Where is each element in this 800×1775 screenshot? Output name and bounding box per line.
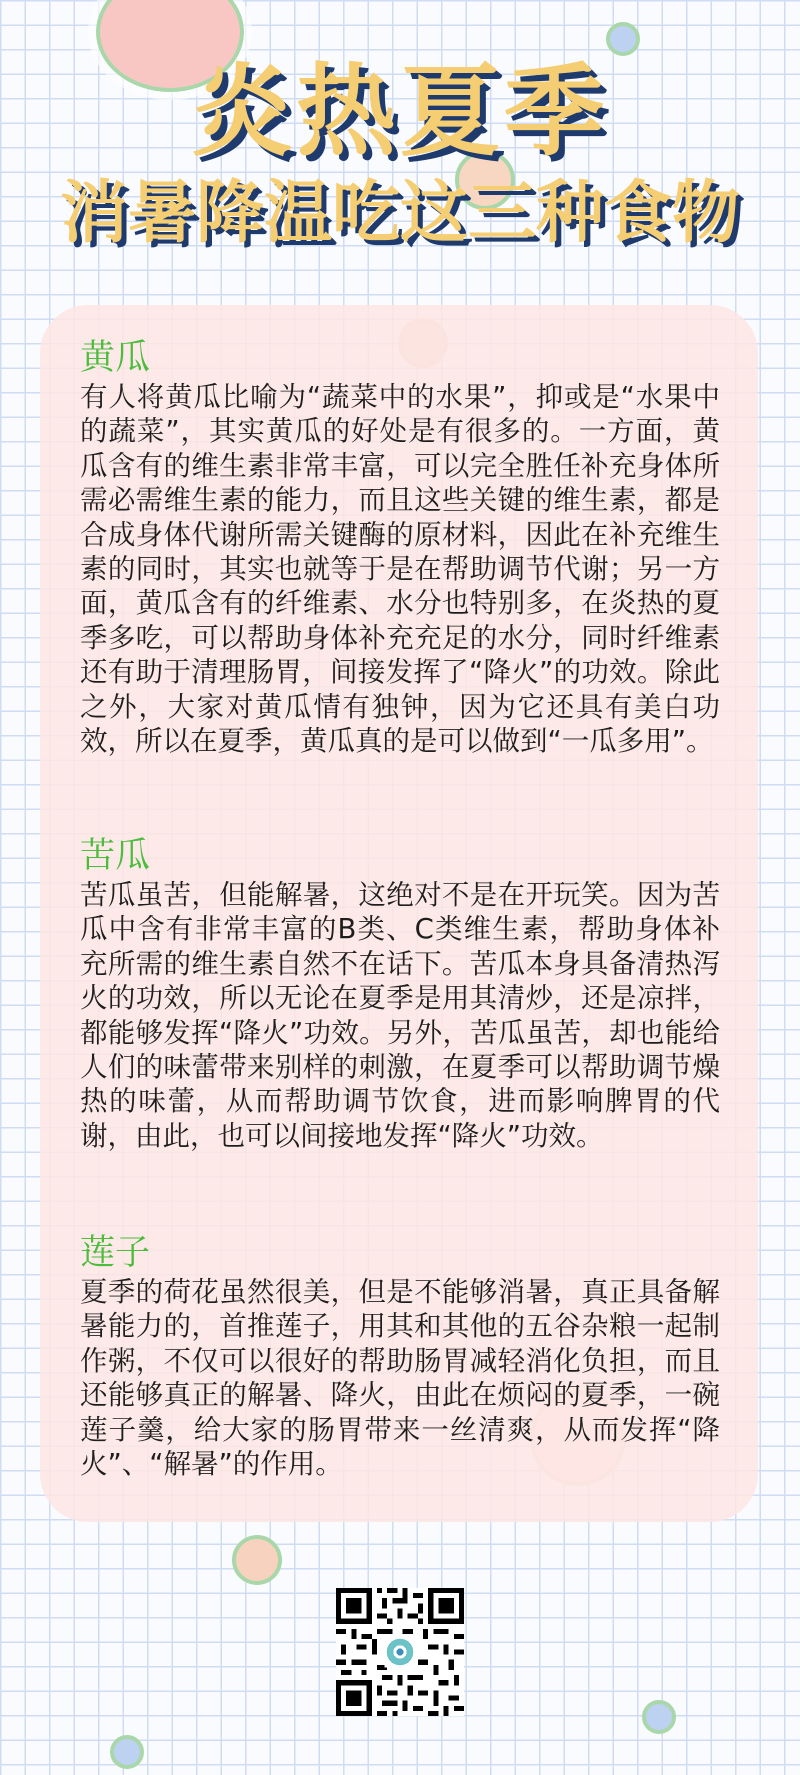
subtitle: 消暑降温吃这三种食物 bbox=[59, 174, 740, 253]
section-lotus-seed bbox=[80, 1231, 720, 1481]
section-body: 苦瓜虽苦，但能解暑，这绝对不是在开玩笑。因为苦瓜中含有非常丰富的B类、C类维生素，帮助身体补充所需的维生素自然不在话下。苦瓜本身具备清热泻火的功效，所以无论在夏季是用其清炒，还是凉拌，都能够发挥“降火”功效。另外，苦瓜虽苦，却也能给人们的味蕾带来别样的刺激，在夏季可以帮助调节燥热的味蕾，从而帮助调节饮食，进而影响脾胃的代谢，由此，也可以间接地发挥“降火”功效。 bbox=[80, 879, 720, 1152]
section-heading: 莲子 bbox=[80, 1233, 151, 1273]
decor-circle-blue-bottom-left bbox=[110, 1735, 144, 1769]
main-title: 炎热夏季 bbox=[192, 53, 608, 170]
section-bitter-melon bbox=[80, 834, 720, 1153]
decor-circle-blue-top bbox=[606, 22, 640, 56]
qr-code-icon bbox=[336, 1588, 464, 1716]
decor-circle-blue-bottom-right bbox=[642, 1700, 676, 1734]
section-heading: 苦瓜 bbox=[80, 836, 151, 876]
section-body: 有人将黄瓜比喻为“蔬菜中的水果”，抑或是“水果中的蔬菜”，其实黄瓜的好处是有很多的。一方面，黄瓜含有的维生素非常丰富，可以完全胜任补充身体所需必需维生素的能力，而且这些关键的维生素，都是合成身体代谢所需关键酶的原材料，因此在补充维生素的同时，其实也就等于是在帮助调节代谢；另一方面，黄瓜含有的纤维素、水分也特别多，在炎热的夏季多吃，可以帮助身体补充充足的水分，同时纤维素还有助于清理肠胃，间接发挥了“降火”的功效。除此之外，大家对黄瓜情有独钟，因为它还具有美白功效，所以在夏季，黄瓜真的是可以做到“一瓜多用”。 bbox=[80, 381, 720, 758]
section-body: 夏季的荷花虽然很美，但是不能够消暑，真正具备解暑能力的，首推莲子，用其和其他的五谷杂粮一起制作粥，不仅可以很好的帮助肠胃减轻消化负担，而且还能够真正的解暑、降火，由此在烦闷的夏季，一碗莲子羹，给大家的肠胃带来一丝清爽，从而发挥“降火”、“解暑”的作用。 bbox=[80, 1276, 720, 1481]
decor-circle-peach bbox=[232, 1535, 282, 1585]
section-cucumber bbox=[80, 336, 720, 758]
section-heading: 黄瓜 bbox=[80, 338, 151, 378]
